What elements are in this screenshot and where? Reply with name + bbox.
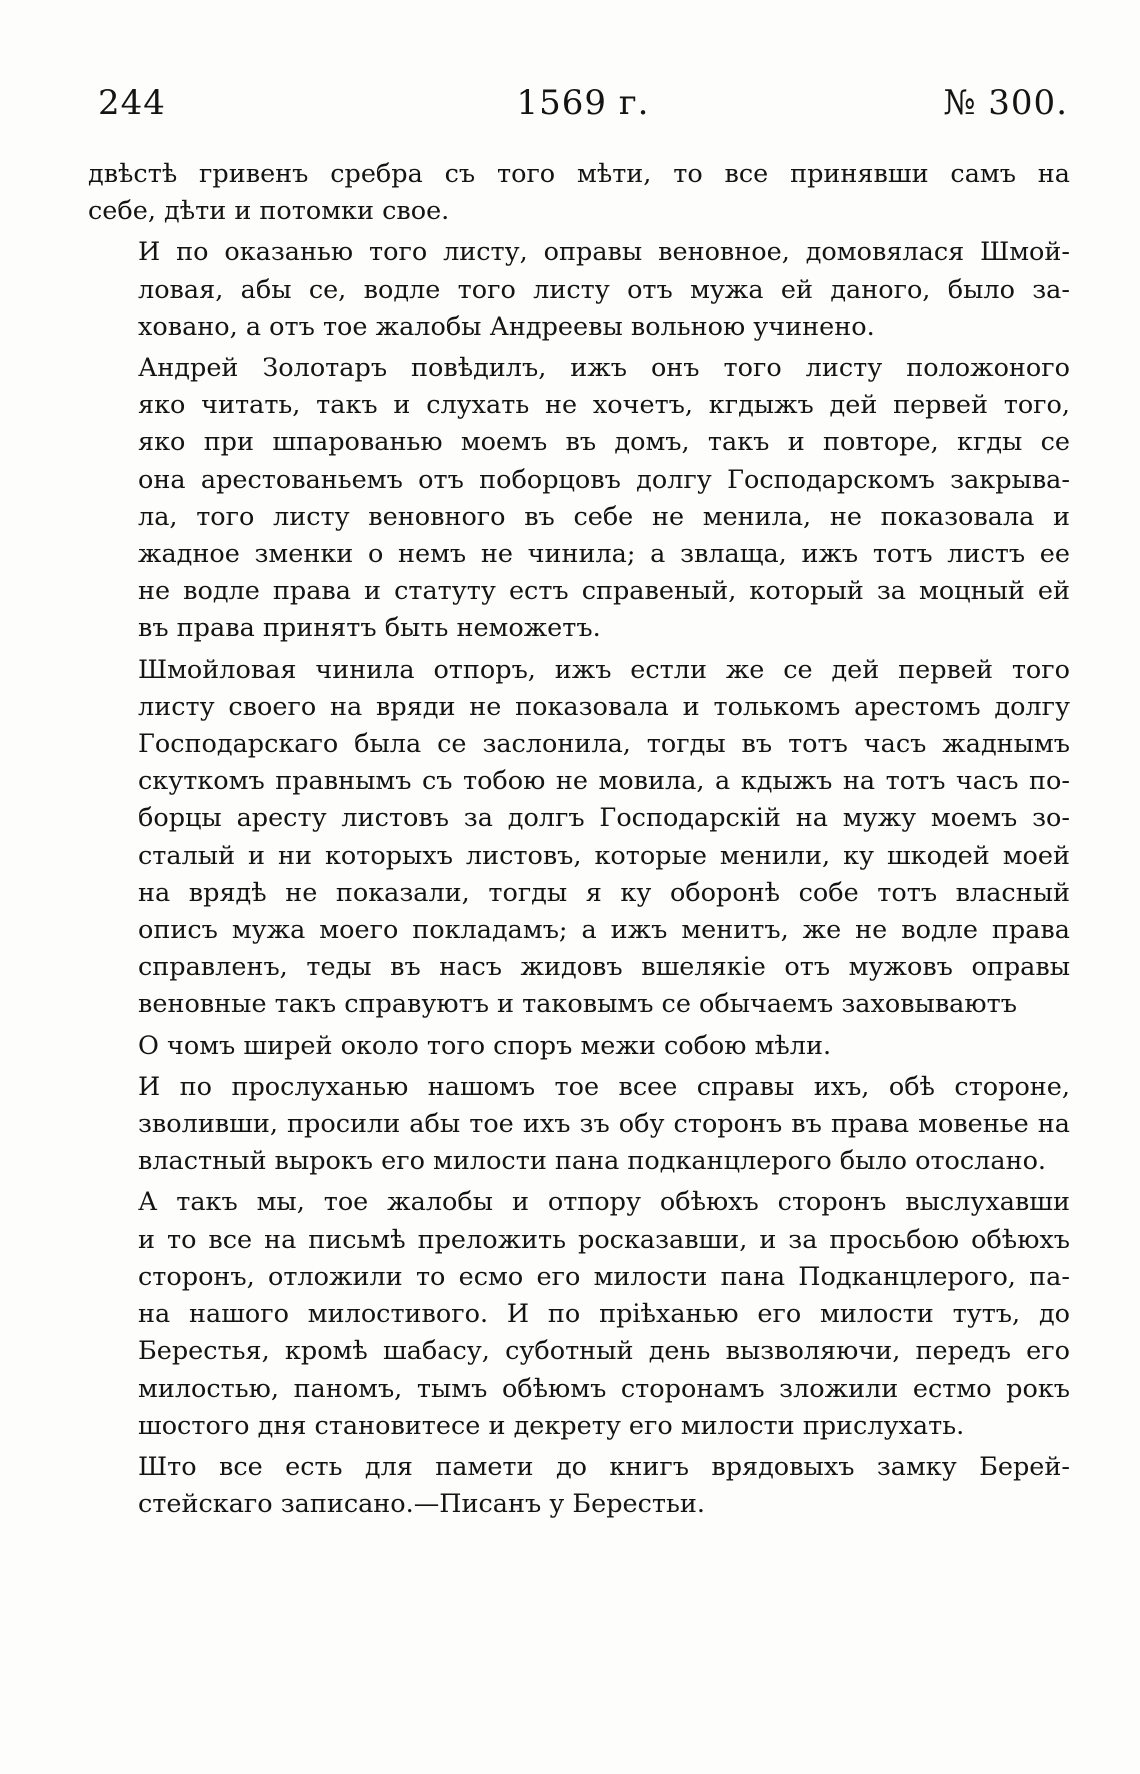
text-line: справленъ, теды въ насъ жидовъ вшелякіе отъ мужовъ оправы [138,952,1070,983]
text-line: Берестья, кромѣ шабасу, суботный день вызволяючи, передъ его [138,1336,1070,1367]
text-line: она арестованьемъ отъ поборцовъ долгу Господарскомъ закрыва- [138,464,1070,495]
document-body [88,156,1070,1527]
text-line: на врядѣ не показали, тогды я ку оборонѣ собе тотъ власный [138,877,1070,908]
text-line: ховано, а отъ тое жалобы Андреевы вольною учинено. [138,311,875,342]
year-heading: 1569 г. [516,83,650,123]
text-line: ла, того листу веновного въ себе не менила, не показовала и [138,501,1070,532]
text-line: веновные такъ справуютъ и таковымъ се обычаемъ заховываютъ [138,989,1017,1020]
text-line: борцы аресту листовъ за долгъ Господарскій на мужу моемъ зо- [138,803,1070,834]
text-line: стейскаго записано.—Писанъ у Берестьи. [138,1489,706,1520]
text-line: скуткомъ правнымъ съ тобою не мовила, а кдыжъ на тотъ часъ по- [138,766,1070,797]
text-line: листу своего на вряди не показовала и толькомъ арестомъ долгу [138,691,1070,722]
text-line: на нашого милостивого. И по пріѣханью его милости тутъ, до [138,1299,1070,1330]
paragraph [88,652,1070,1024]
text-line: сталый и ни которыхъ листовъ, которые менили, ку шкодей моей [138,840,1070,871]
page-number: 244 [98,83,166,123]
paragraph [88,234,1070,346]
text-line: зволивши, просили абы тое ихъ зъ обу сторонъ въ права мовенье на [138,1109,1070,1140]
text-line: О чомъ ширей около того споръ межи собою мѣли. [138,1030,832,1061]
paragraph [88,1449,1070,1523]
text-line: въ права принятъ быть неможетъ. [138,613,601,644]
text-line: Што все есть для памети до книгъ врядовыхъ замку Берей- [138,1451,1070,1482]
text-line: А такъ мы, тое жалобы и отпору обѣюхъ сторонъ выслухавши [138,1187,1070,1218]
text-line: Господарскаго была се заслонила, тогды въ тотъ часъ жаднымъ [138,729,1070,760]
text-line: Шмойловая чинила отпоръ, ижъ естли же се дей первей того [138,654,1070,685]
text-line: двѣстѣ гривенъ сребра съ того мѣти, то все принявши самъ на [88,159,1070,189]
text-line: не водле права и статуту естъ справеный, который за моцный ей [138,576,1070,607]
text-line: милостью, паномъ, тымъ обѣюмъ сторонамъ зложили естмо рокъ [138,1373,1070,1404]
text-line: описъ мужа моего покладамъ; а ижъ менитъ, же не водле права [138,915,1070,946]
text-line: жадное зменки о немъ не чинила; а звлаща, ижъ тотъ листъ ее [138,539,1070,570]
paragraph [88,350,1070,648]
paragraph [88,1069,1070,1181]
paragraph [88,156,1070,230]
text-line: И по оказанью того листу, оправы веновное, домовялася Шмой- [138,237,1070,268]
document-number: № 300. [943,83,1068,123]
text-line: и то все на письмѣ преложить росказавши, и за просьбою обѣюхъ [138,1224,1070,1255]
text-line: яко читать, такъ и слухать не хочетъ, кгдыжъ дей первей того, [138,390,1070,421]
paragraph [88,1184,1070,1444]
text-line: И по прослуханью нашомъ тое всее справы ихъ, обѣ стороне, [138,1071,1070,1102]
paragraph [88,1028,1070,1065]
text-line: яко при шпарованью моемъ въ домъ, такъ и повторе, кгды се [138,427,1070,458]
text-line: себе, дѣти и потомки свое. [88,196,450,227]
text-line: Андрей Золотаръ повѣдилъ, ижъ онъ того листу положоного [138,353,1070,384]
text-line: сторонъ, отложили то есмо его милости пана Подканцлерого, па- [138,1261,1070,1292]
page-header [98,78,1068,128]
text-line: шостого дня становитесе и декрету его милости прислухать. [138,1410,965,1441]
text-line: властный вырокъ его милости пана подканцлерого было отослано. [138,1146,1047,1177]
text-line: ловая, абы се, водле того листу отъ мужа ей даного, было за- [138,274,1070,305]
